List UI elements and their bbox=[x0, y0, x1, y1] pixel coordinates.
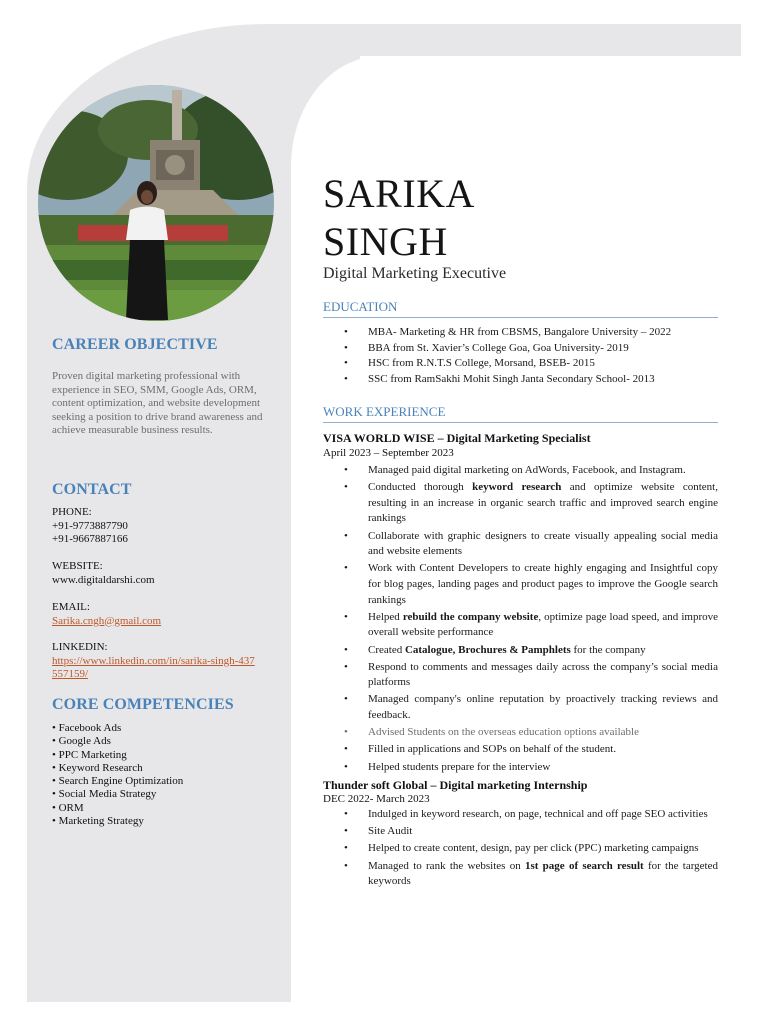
list-item: • ORM bbox=[52, 802, 274, 815]
work-experience-heading: WORK EXPERIENCE bbox=[323, 404, 718, 423]
phone-number: +91-9667887166 bbox=[52, 533, 128, 545]
list-item: • Advised Students on the overseas education options available bbox=[341, 725, 718, 741]
email-label: EMAIL: bbox=[52, 601, 90, 613]
phone-number: +91-9773887790 bbox=[52, 519, 128, 532]
list-item: • Collaborate with graphic designers to create visually appealing social media and website elements bbox=[341, 529, 718, 560]
list-item: • Respond to comments and messages daily across the company’s social media platforms bbox=[341, 660, 718, 691]
list-item: • Managed company's online reputation by proactively tracking reviews and feedback. bbox=[341, 692, 718, 723]
job-bullets-visa-world-wise bbox=[341, 463, 718, 777]
job-dates: April 2023 – September 2023 bbox=[323, 447, 454, 459]
list-item: • Keyword Research bbox=[52, 762, 274, 775]
job-bullets-thunder-soft bbox=[341, 807, 718, 891]
list-item: • Social Media Strategy bbox=[52, 788, 274, 801]
website-value: www.digitaldarshi.com bbox=[52, 573, 155, 586]
list-item: • Work with Content Developers to create highly engaging and Insightful copy for blog pages, landing pages and product pages to improve the Google search rankings bbox=[341, 561, 718, 608]
list-item: • Managed paid digital marketing on AdWords, Facebook, and Instagram. bbox=[341, 463, 718, 479]
list-item: • PPC Marketing bbox=[52, 749, 274, 762]
list-item: • SSC from RamSakhi Mohit Singh Janta Secondary School- 2013 bbox=[341, 372, 718, 388]
phone-label: PHONE: bbox=[52, 506, 92, 518]
competencies-list bbox=[52, 722, 274, 828]
contact-website bbox=[52, 560, 274, 587]
job-title-thunder-soft: Thunder soft Global – Digital marketing Internship bbox=[323, 778, 588, 792]
list-item: • Conducted thorough keyword research and optimize website content, resulting in an increase in organic search traffic and improved search engine rankings bbox=[341, 480, 718, 527]
list-item: • Google Ads bbox=[52, 735, 274, 748]
list-item: • Helped students prepare for the interview bbox=[341, 760, 718, 776]
contact-phone bbox=[52, 506, 274, 547]
list-item: • MBA- Marketing & HR from CBSMS, Bangalore University – 2022 bbox=[341, 325, 718, 341]
list-item: • HSC from R.N.T.S College, Morsand, BSEB- 2015 bbox=[341, 356, 718, 372]
email-link[interactable]: Sarika.cngh@gmail.com bbox=[52, 614, 162, 627]
last-name: SINGH bbox=[323, 219, 448, 264]
list-item: • Helped rebuild the company website, optimize page load speed, and improve overall website performance bbox=[341, 610, 718, 641]
list-item: • Indulged in keyword research, on page, technical and off page SEO activities bbox=[341, 807, 718, 823]
education-heading: EDUCATION bbox=[323, 299, 718, 318]
list-item: • Site Audit bbox=[341, 824, 718, 840]
contact-heading: CONTACT bbox=[52, 481, 132, 498]
list-item: • Facebook Ads bbox=[52, 722, 274, 735]
job-title-visa-world-wise: VISA WORLD WISE – Digital Marketing Specialist bbox=[323, 431, 591, 445]
linkedin-link[interactable]: https://www.linkedin.com/in/sarika-singh-437557159/ bbox=[52, 654, 255, 680]
education-list bbox=[341, 325, 718, 387]
profile-photo bbox=[38, 85, 274, 321]
contact-linkedin bbox=[52, 641, 257, 682]
first-name: SARIKA bbox=[323, 171, 475, 216]
career-objective-text: Proven digital marketing professional with experience in SEO, SMM, Google Ads, ORM, content optimization, and website development seeking a position to drive brand awareness and achieve measurable business results. bbox=[52, 370, 263, 436]
list-item: • Managed to rank the websites on 1st page of search result for the targeted keywords bbox=[341, 859, 718, 890]
job-dates: DEC 2022- March 2023 bbox=[323, 793, 430, 805]
list-item: • Filled in applications and SOPs on behalf of the student. bbox=[341, 742, 718, 758]
list-item: • Helped to create content, design, pay per click (PPC) marketing campaigns bbox=[341, 841, 718, 857]
list-item: • Created Catalogue, Brochures & Pamphlets for the company bbox=[341, 643, 718, 659]
list-item: • Marketing Strategy bbox=[52, 815, 274, 828]
career-objective-heading: CAREER OBJECTIVE bbox=[52, 336, 218, 353]
contact-email bbox=[52, 601, 274, 628]
website-label: WEBSITE: bbox=[52, 560, 103, 572]
linkedin-label: LINKEDIN: bbox=[52, 641, 108, 653]
list-item: • Search Engine Optimization bbox=[52, 775, 274, 788]
list-item: • BBA from St. Xavier’s College Goa, Goa University- 2019 bbox=[341, 341, 718, 357]
core-competencies-heading: CORE COMPETENCIES bbox=[52, 696, 234, 713]
job-title: Digital Marketing Executive bbox=[323, 265, 507, 282]
